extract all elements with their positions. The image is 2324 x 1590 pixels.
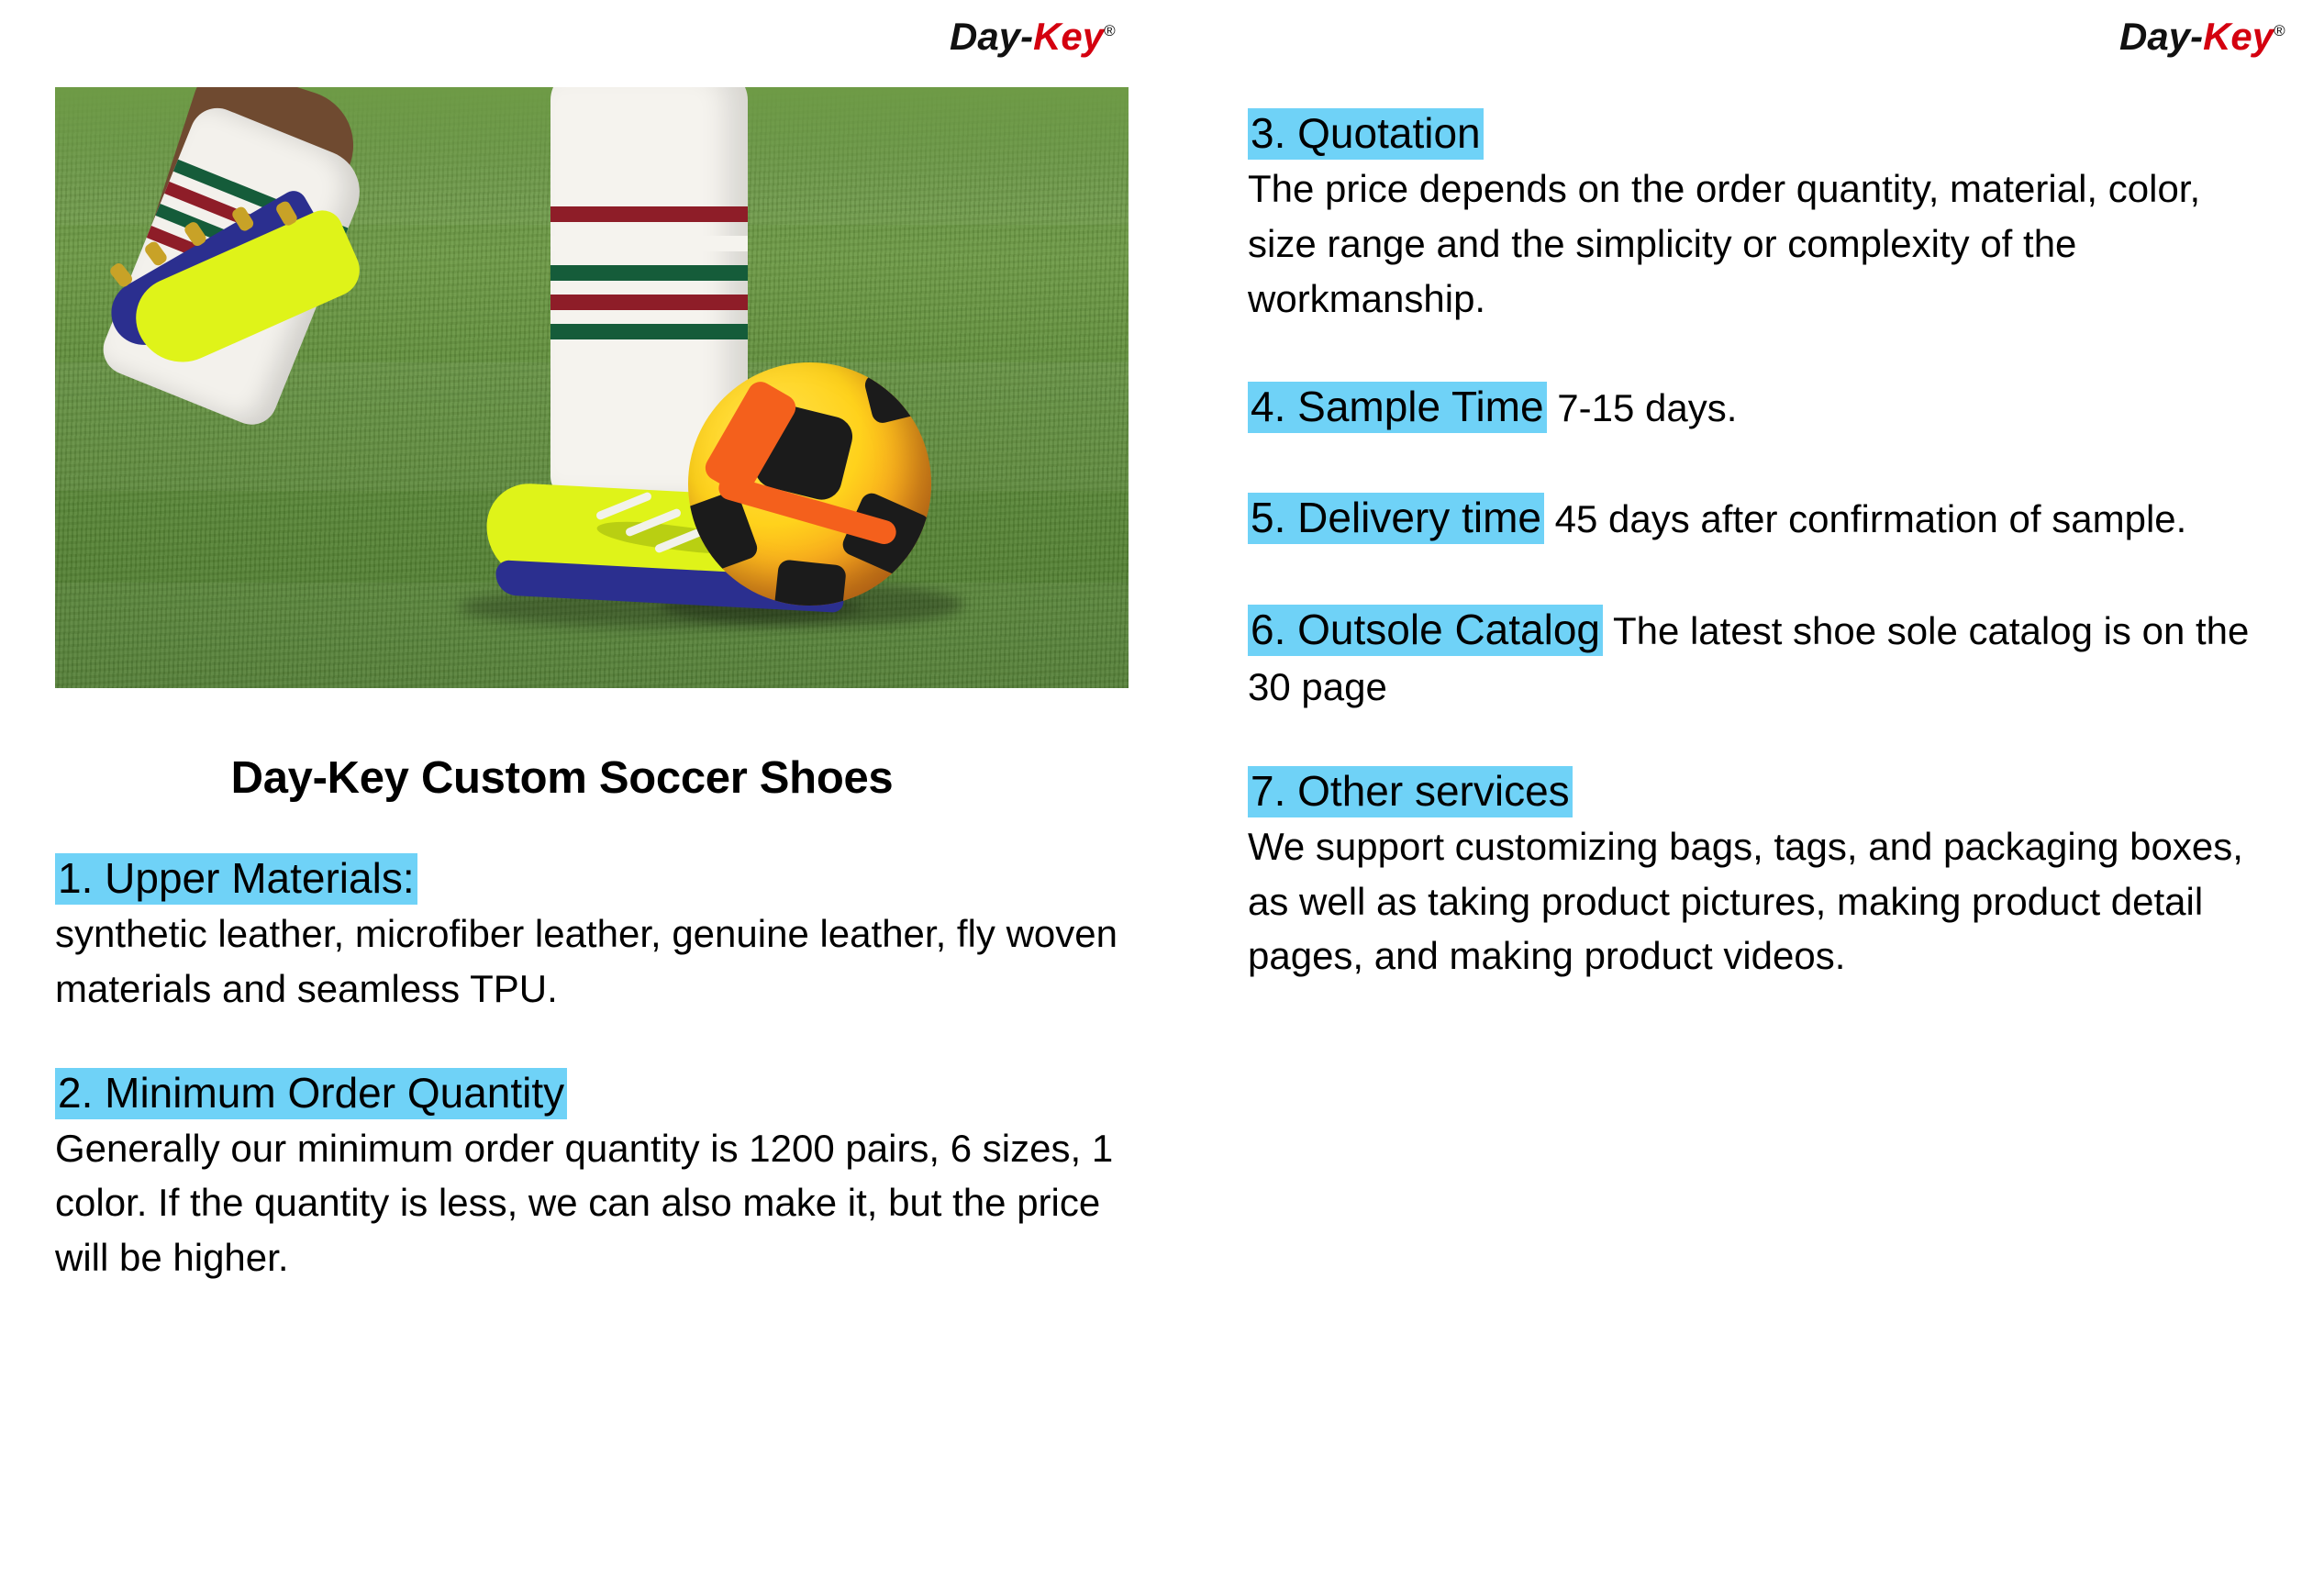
registered-mark-icon: ® bbox=[2274, 22, 2285, 39]
section-heading bbox=[1248, 108, 2271, 158]
section-body: synthetic leather, microfiber leather, genuine leather, fly woven materials and seamless TPU. bbox=[55, 912, 1118, 1010]
brand-dash: - bbox=[1020, 15, 1034, 58]
section-sample-time bbox=[1248, 377, 2271, 437]
brand-name-key: Key bbox=[2203, 15, 2274, 58]
sock-stripe bbox=[550, 295, 748, 310]
section-heading-text: 5. Delivery time bbox=[1248, 493, 1544, 544]
section-outsole-catalog bbox=[1248, 600, 2271, 715]
brand-logo-left bbox=[950, 15, 1116, 59]
brand-dash: - bbox=[2190, 15, 2204, 58]
section-heading-text: 3. Quotation bbox=[1248, 108, 1484, 160]
registered-mark-icon: ® bbox=[1104, 22, 1116, 39]
section-heading-text: 4. Sample Time bbox=[1248, 382, 1547, 433]
section-heading-and-body bbox=[1248, 377, 2271, 437]
soccer-ball bbox=[688, 362, 931, 606]
section-upper-materials bbox=[55, 853, 1133, 1017]
right-column bbox=[1248, 108, 2271, 984]
section-heading bbox=[55, 853, 1133, 903]
hero-photo bbox=[55, 87, 1129, 688]
left-column bbox=[55, 87, 1133, 1285]
sock-stripe bbox=[550, 265, 748, 281]
section-body: 45 days after confirmation of sample. bbox=[1554, 497, 2187, 541]
brand-name-day: Day bbox=[2119, 15, 2191, 58]
section-heading-text: 7. Other services bbox=[1248, 766, 1573, 817]
page-title: Day-Key Custom Soccer Shoes bbox=[230, 753, 894, 803]
sock-stripe bbox=[550, 206, 748, 222]
section-body: The latest shoe sole catalog is on the 30 page bbox=[1248, 608, 2250, 709]
section-body: The price depends on the order quantity, material, color, size range and the simplicity or complexity of the workmanship. bbox=[1248, 167, 2201, 320]
left-text-block bbox=[55, 853, 1133, 1285]
sock-stripe bbox=[550, 236, 748, 251]
section-heading bbox=[55, 1068, 1133, 1117]
section-body: 7-15 days. bbox=[1557, 386, 1738, 430]
section-other-services bbox=[1248, 766, 2271, 984]
section-heading-and-body bbox=[1248, 600, 2271, 715]
section-body: We support customizing bags, tags, and packaging boxes, as well as taking product pictures, making product detail pages, and making product videos. bbox=[1248, 824, 2243, 978]
section-heading-text: 1. Upper Materials: bbox=[55, 853, 417, 905]
brand-name-day: Day bbox=[950, 15, 1021, 58]
section-minimum-order-quantity bbox=[55, 1068, 1133, 1285]
section-heading-text: 6. Outsole Catalog bbox=[1248, 605, 1603, 656]
section-heading-and-body bbox=[1248, 488, 2271, 548]
section-body: Generally our minimum order quantity is 1200 pairs, 6 sizes, 1 color. If the quantity is less, we can also make it, but the price will be higher. bbox=[55, 1126, 1114, 1280]
section-quotation bbox=[1248, 108, 2271, 326]
brand-name-key: Key bbox=[1033, 15, 1105, 58]
sock-stripe bbox=[550, 324, 748, 339]
section-heading bbox=[1248, 766, 2271, 816]
section-delivery-time bbox=[1248, 488, 2271, 548]
ball-patch bbox=[773, 559, 847, 606]
section-heading-text: 2. Minimum Order Quantity bbox=[55, 1068, 567, 1119]
brand-logo-right bbox=[2119, 15, 2285, 59]
